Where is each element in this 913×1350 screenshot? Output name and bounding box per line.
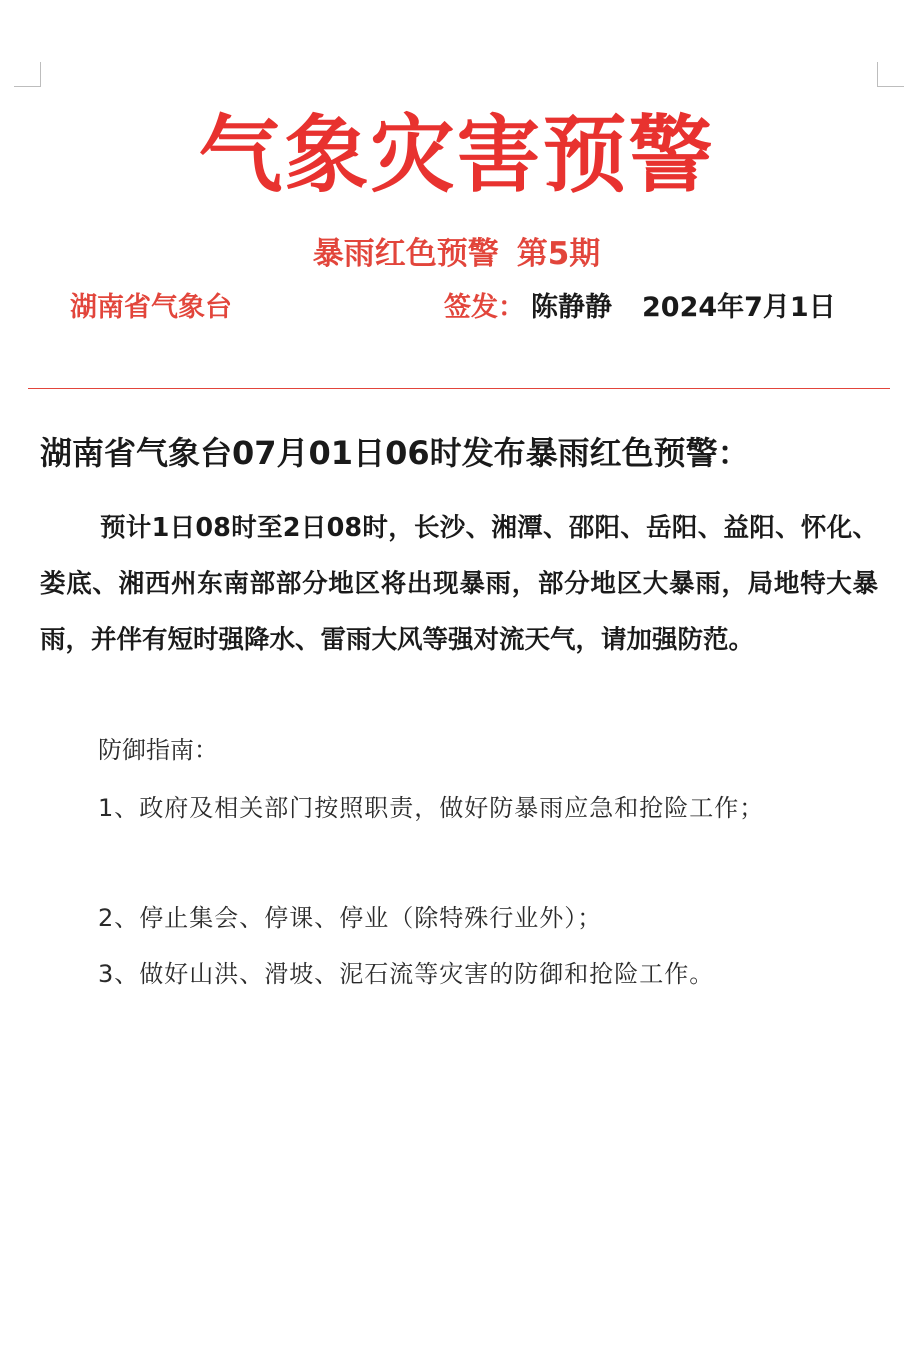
warning-level: 暴雨红色预警 — [312, 236, 499, 272]
document-title: 气象灾害预警 — [198, 106, 715, 204]
signer-block — [444, 286, 884, 330]
signer-label: 签发： — [444, 292, 525, 323]
warning-headline: 湖南省气象台07月01日06时发布暴雨红色预警： — [40, 434, 750, 472]
issue-number: 第5期 — [516, 236, 601, 272]
guide-title: 防御指南： — [98, 736, 218, 764]
guide-item-1: 1、政府及相关部门按照职责，做好防暴雨应急和抢险工作； — [98, 794, 765, 822]
guide-item-3: 3、做好山洪、滑坡、泥石流等灾害的防御和抢险工作。 — [98, 960, 715, 988]
issuer: 湖南省气象台 — [70, 292, 232, 323]
issue-date: 2024年7月1日 — [642, 292, 836, 323]
page-corner-mark-left — [14, 62, 41, 87]
signer-name: 陈静静 — [531, 292, 612, 323]
warning-body: 预计1日08时至2日08时，长沙、湘潭、邵阳、岳阳、益阳、怀化、娄底、湘西州东南部部分地区将出现暴雨，部分地区大暴雨，局地特大暴雨，并伴有短时强降水、雷雨大风等强对流天气，请加强防范。 — [40, 513, 878, 655]
header-divider — [28, 388, 890, 389]
page-corner-mark-right — [877, 62, 904, 87]
guide-item-2: 2、停止集会、停课、停业（除特殊行业外）； — [98, 904, 603, 932]
warning-subtitle — [0, 232, 913, 276]
